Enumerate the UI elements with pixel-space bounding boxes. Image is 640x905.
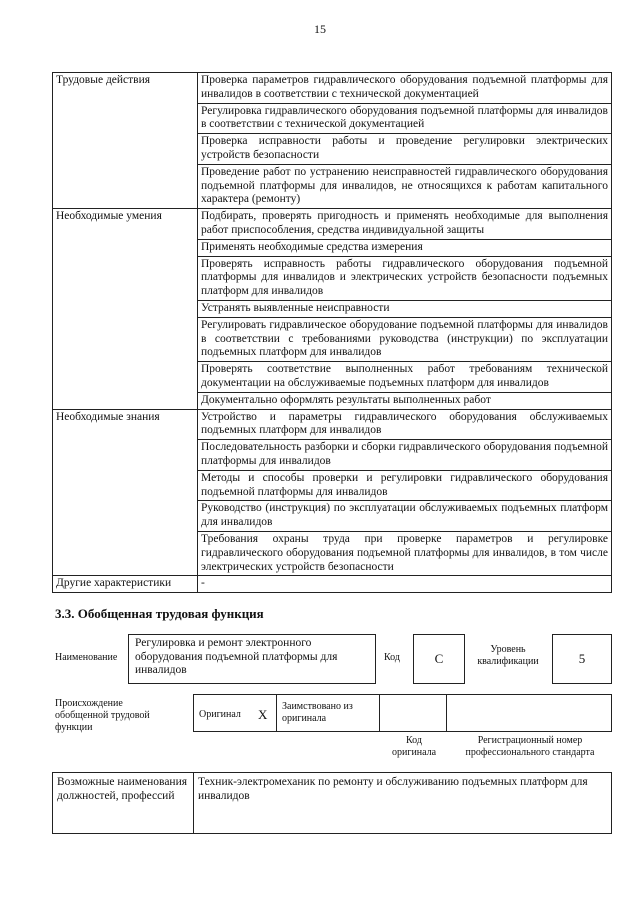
row-label-continuation [53, 134, 198, 165]
borrowed-cell: Заимствовано из оригинала [276, 694, 380, 732]
table-row [53, 300, 612, 317]
positions-value: Техник-электромеханик по ремонту и обслуживанию подъемных платформ для инвалидов [194, 773, 612, 834]
row-label-continuation [53, 256, 198, 300]
row-item: Регулировать гидравлическое оборудование подъемной платформы для инвалидов в соответствии с требованиями руководства (инструкции) по эксплуатации подъемных платформ для инвалидов [198, 317, 612, 361]
table-row [53, 470, 612, 501]
table-row [53, 531, 612, 575]
row-label-continuation [53, 103, 198, 134]
reg-number-label: Регистрационный номер профессионального стандарта [465, 735, 595, 758]
row-item: Применять необходимые средства измерения [198, 239, 612, 256]
table-row [53, 317, 612, 361]
original-mark: X [258, 707, 268, 722]
row-item: Руководство (инструкция) по эксплуатации обслуживаемых подъемных платформ для инвалидов [198, 501, 612, 532]
original-cell [193, 694, 277, 732]
row-label-continuation [53, 239, 198, 256]
row-label: Другие характеристики [53, 576, 198, 593]
row-label-continuation [53, 392, 198, 409]
row-label: Трудовые действия [53, 73, 198, 104]
row-label-continuation [53, 300, 198, 317]
row-item: Последовательность разборки и сборки гидравлического оборудования подъемной платформы для инвалидов [198, 440, 612, 471]
level-value: 5 [552, 634, 612, 684]
table-row [53, 576, 612, 593]
table-row [53, 362, 612, 393]
section-title: 3.3. Обобщенная трудовая функция [55, 606, 264, 621]
code-original-label: Код оригинала [392, 735, 437, 758]
positions-label: Возможные наименования должностей, профессий [53, 773, 194, 834]
page-number: 15 [314, 22, 326, 36]
table-row [53, 164, 612, 208]
table-row [53, 440, 612, 471]
row-item: Методы и способы проверки и регулировки гидравлического оборудования подъемной платформы для инвалидов [198, 470, 612, 501]
table-row [53, 134, 612, 165]
row-label-continuation [53, 317, 198, 361]
code-original-cell [379, 694, 447, 732]
table-row [53, 73, 612, 104]
row-item: Проверка параметров гидравлического оборудования подъемной платформы для инвалидов в соответствии с технической документацией [198, 73, 612, 104]
level-label: Уровень квалификации [477, 644, 539, 667]
table-row [53, 392, 612, 409]
code-value: C [413, 634, 465, 684]
row-item: Проведение работ по устранению неисправностей гидравлического оборудования подъемной платформы для инвалидов, не относящихся к работам капитального характера (ремонту) [198, 164, 612, 208]
reg-number-cell [446, 694, 612, 732]
row-item: Устройство и параметры гидравлического оборудования обслуживаемых подъемных платформ для инвалидов [198, 409, 612, 440]
origin-label: Происхождение обобщенной трудовой функции [55, 698, 150, 733]
row-item: - [198, 576, 612, 593]
row-label-continuation [53, 531, 198, 575]
row-label-continuation [53, 440, 198, 471]
table-row [53, 256, 612, 300]
code-label: Код [384, 652, 400, 663]
labor-function-table [52, 72, 612, 593]
row-item: Проверка исправности работы и проведение регулировки электрических устройств безопасности [198, 134, 612, 165]
table-row [53, 501, 612, 532]
name-label: Наименование [55, 652, 118, 663]
row-item: Проверять соответствие выполненных работ требованиям технической документации на обслуживаемые подъемных платформ для инвалидов [198, 362, 612, 393]
row-item: Проверять исправность работы гидравлического оборудования подъемной платформы для инвалидов и электрических устройств безопасности подъемных платформ для инвалидов [198, 256, 612, 300]
row-label-continuation [53, 470, 198, 501]
name-value: Регулировка и ремонт электронного оборудования подъемной платформы для инвалидов [128, 634, 376, 684]
row-item: Регулировка гидравлического оборудования подъемной платформы для инвалидов в соответствии с технической документацией [198, 103, 612, 134]
row-item: Подбирать, проверять пригодность и применять необходимые для выполнения работ приспособления, средства индивидуальной защиты [198, 209, 612, 240]
table-row [53, 409, 612, 440]
row-label-continuation [53, 501, 198, 532]
row-label-continuation [53, 362, 198, 393]
row-item: Документально оформлять результаты выполненных работ [198, 392, 612, 409]
positions-table [52, 772, 612, 834]
row-label-continuation [53, 164, 198, 208]
row-item: Требования охраны труда при проверке параметров и регулировке гидравлического оборудования подъемной платформы для инвалидов, в том числе электрических устройств безопасности [198, 531, 612, 575]
row-label: Необходимые умения [53, 209, 198, 240]
row-label: Необходимые знания [53, 409, 198, 440]
table-row [53, 239, 612, 256]
table-row [53, 209, 612, 240]
row-item: Устранять выявленные неисправности [198, 300, 612, 317]
table-row [53, 103, 612, 134]
original-label: Оригинал [199, 709, 241, 720]
